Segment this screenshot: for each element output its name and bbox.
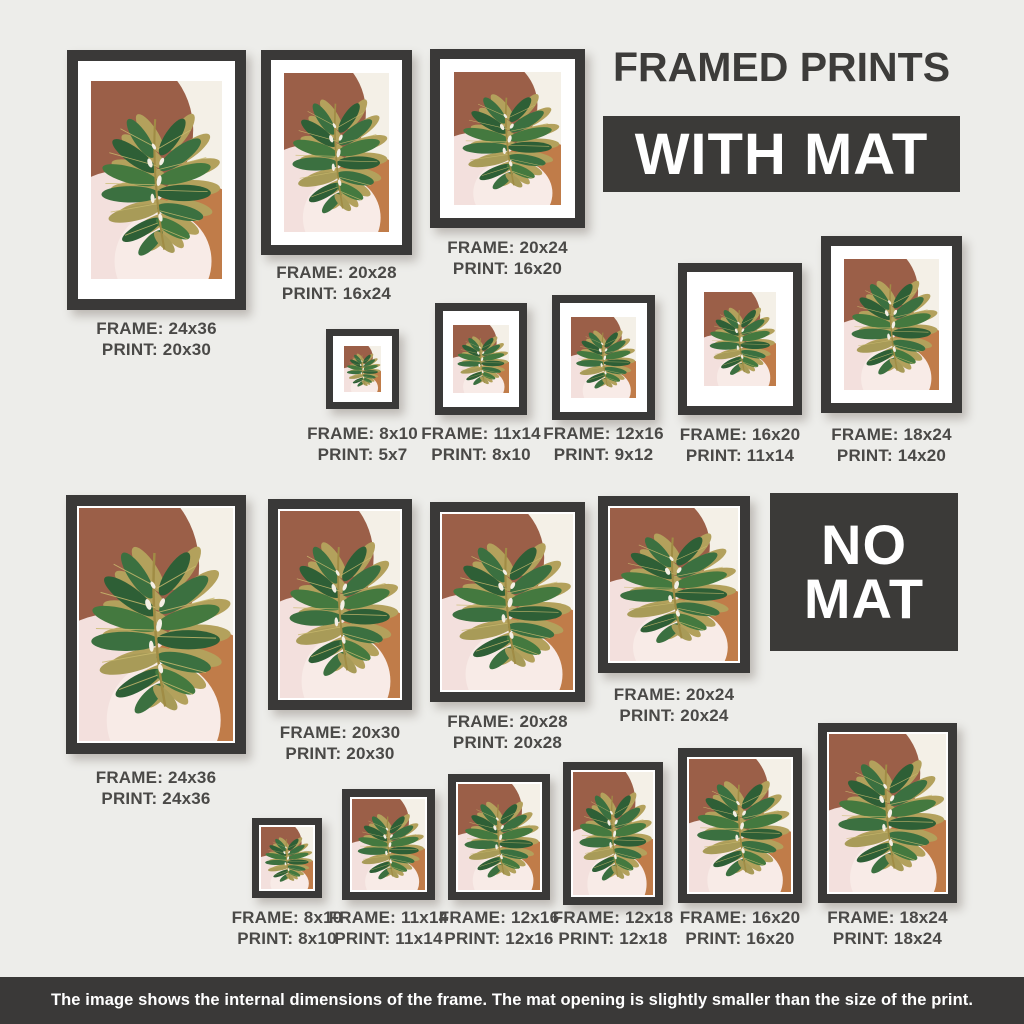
monstera-artwork <box>844 259 939 390</box>
frame-dimension-text: FRAME: 11x14 <box>328 908 449 927</box>
print-dimension-text: PRINT: 8x10 <box>237 929 337 948</box>
print-dimension-text: PRINT: 20x24 <box>619 706 729 725</box>
print-dimension-text: PRINT: 20x30 <box>285 744 395 763</box>
framed-print-8x10-with-mat <box>326 329 399 409</box>
frame-dimension-text: FRAME: 16x20 <box>679 425 801 444</box>
frame-size-label <box>232 907 343 949</box>
frame-dimension-text: FRAME: 20x28 <box>447 712 568 731</box>
print-dimension-text: PRINT: 14x20 <box>836 446 947 465</box>
frame-size-label <box>447 711 568 753</box>
frame-size-label <box>96 767 217 809</box>
framed-print-11x14-no-mat <box>342 789 435 900</box>
monstera-artwork <box>453 325 509 393</box>
frame-dimension-text: FRAME: 18x24 <box>827 908 948 927</box>
monstera-leaf-art <box>284 73 389 232</box>
monstera-artwork <box>280 511 400 698</box>
frame-dimension-text: FRAME: 12x18 <box>552 908 674 927</box>
frame-size-label <box>280 722 401 764</box>
frame-dimension-text: FRAME: 20x28 <box>276 263 397 282</box>
monstera-leaf-art <box>689 759 791 892</box>
print-dimension-text: PRINT: 16x20 <box>685 929 795 948</box>
framed-print-16x20-no-mat <box>678 748 802 903</box>
no-mat-banner-line1: NO <box>821 513 907 576</box>
print-dimension-text: PRINT: 12x16 <box>444 929 554 948</box>
framed-print-16x20-with-mat <box>678 263 802 415</box>
frame-size-label <box>96 318 217 360</box>
frame-dimension-text: FRAME: 16x20 <box>679 908 801 927</box>
monstera-leaf-art <box>704 292 776 386</box>
framed-print-12x18-no-mat <box>563 762 663 905</box>
monstera-leaf-art <box>829 734 946 892</box>
framed-print-18x24-no-mat <box>818 723 957 903</box>
framed-print-20x24-with-mat <box>430 49 585 228</box>
framed-print-11x14-with-mat <box>435 303 527 415</box>
monstera-leaf-art <box>91 81 222 279</box>
footer-note: The image shows the internal dimensions of the frame. The mat opening is slightly smaller than the size of the print. <box>0 977 1024 1024</box>
monstera-leaf-art <box>280 511 400 698</box>
framed-print-20x28-no-mat <box>430 502 585 702</box>
frame-size-label <box>543 423 664 465</box>
monstera-artwork <box>704 292 776 386</box>
monstera-artwork <box>442 514 573 690</box>
print-dimension-text: PRINT: 12x18 <box>558 929 668 948</box>
monstera-leaf-art <box>454 72 561 205</box>
framed-print-20x30-no-mat <box>268 499 412 710</box>
frame-dimension-text: FRAME: 24x36 <box>95 768 217 787</box>
framed-print-24x36-no-mat <box>66 495 246 754</box>
print-dimension-text: PRINT: 9x12 <box>553 445 654 464</box>
monstera-leaf-art <box>458 784 540 890</box>
print-dimension-text: PRINT: 20x28 <box>452 733 563 752</box>
monstera-artwork <box>261 827 313 889</box>
frame-size-label <box>421 423 541 465</box>
frame-size-label <box>827 907 948 949</box>
frame-size-label <box>553 907 674 949</box>
page-title: FRAMED PRINTS <box>612 44 951 90</box>
monstera-leaf-art <box>79 508 233 741</box>
frame-dimension-text: FRAME: 20x24 <box>613 685 735 704</box>
frame-dimension-text: FRAME: 20x30 <box>279 723 401 742</box>
framed-print-24x36-with-mat <box>67 50 246 310</box>
print-dimension-text: PRINT: 20x30 <box>101 340 212 359</box>
monstera-artwork <box>352 799 425 890</box>
monstera-artwork <box>689 759 791 892</box>
print-dimension-text: PRINT: 16x20 <box>452 259 563 278</box>
monstera-leaf-art <box>453 325 509 393</box>
monstera-leaf-art <box>571 317 636 398</box>
framed-print-20x28-with-mat <box>261 50 412 255</box>
frame-dimension-text: FRAME: 11x14 <box>421 424 541 443</box>
frame-size-label <box>307 423 418 465</box>
monstera-leaf-art <box>344 346 381 392</box>
print-dimension-text: PRINT: 11x14 <box>685 446 795 465</box>
print-dimension-text: PRINT: 8x10 <box>431 445 531 464</box>
frame-size-label <box>329 907 449 949</box>
monstera-artwork <box>573 772 653 895</box>
framed-print-8x10-no-mat <box>252 818 322 898</box>
framed-print-12x16-no-mat <box>448 774 550 900</box>
frame-dimension-text: FRAME: 18x24 <box>831 425 952 444</box>
print-dimension-text: PRINT: 16x24 <box>281 284 392 303</box>
frame-size-label <box>680 424 801 466</box>
monstera-artwork <box>79 508 233 741</box>
monstera-leaf-art <box>352 799 425 890</box>
frame-size-label <box>614 684 735 726</box>
frame-size-label <box>276 262 397 304</box>
frame-size-label <box>439 907 560 949</box>
monstera-leaf-art <box>573 772 653 895</box>
framed-print-18x24-with-mat <box>821 236 962 413</box>
monstera-artwork <box>458 784 540 890</box>
monstera-artwork <box>284 73 389 232</box>
monstera-artwork <box>344 346 381 392</box>
frame-size-label <box>831 424 952 466</box>
frame-size-label <box>447 237 568 279</box>
frame-dimension-text: FRAME: 8x10 <box>231 908 343 927</box>
monstera-artwork <box>610 508 738 661</box>
monstera-leaf-art <box>261 827 313 889</box>
frame-size-label <box>680 907 801 949</box>
print-dimension-text: PRINT: 11x14 <box>334 929 443 948</box>
framed-print-20x24-no-mat <box>598 496 750 673</box>
frame-dimension-text: FRAME: 12x16 <box>438 908 560 927</box>
no-mat-banner-line2: MAT <box>803 567 925 630</box>
monstera-leaf-art <box>442 514 573 690</box>
frame-dimension-text: FRAME: 12x16 <box>543 424 664 443</box>
monstera-artwork <box>829 734 946 892</box>
no-mat-banner <box>770 493 958 651</box>
monstera-artwork <box>454 72 561 205</box>
framed-print-12x16-with-mat <box>552 295 655 420</box>
print-dimension-text: PRINT: 18x24 <box>832 929 943 948</box>
with-mat-banner: WITH MAT <box>603 116 960 192</box>
frame-dimension-text: FRAME: 20x24 <box>447 238 568 257</box>
monstera-artwork <box>571 317 636 398</box>
frame-dimension-text: FRAME: 8x10 <box>307 424 418 443</box>
print-dimension-text: PRINT: 24x36 <box>101 789 211 808</box>
monstera-leaf-art <box>610 508 738 661</box>
monstera-leaf-art <box>844 259 939 390</box>
print-dimension-text: PRINT: 5x7 <box>317 445 408 464</box>
monstera-artwork <box>91 81 222 279</box>
frame-dimension-text: FRAME: 24x36 <box>96 319 217 338</box>
